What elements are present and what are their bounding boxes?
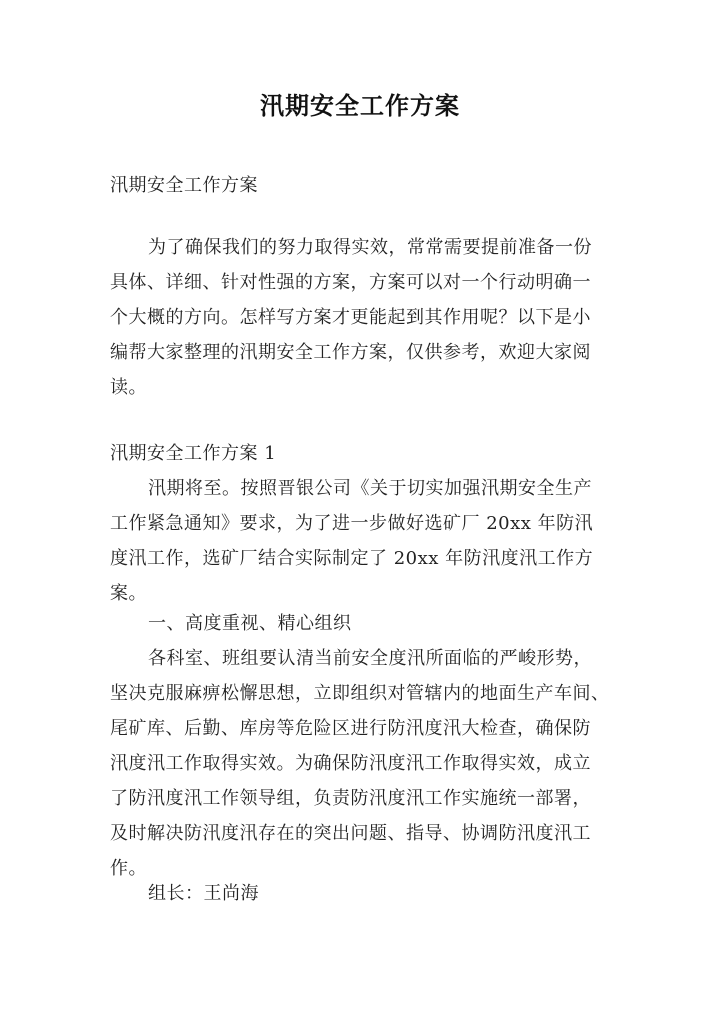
intro-line: 编帮大家整理的汛期安全工作方案，仅供参考，欢迎大家阅 bbox=[110, 342, 591, 363]
paragraph-line: 作。 bbox=[110, 858, 147, 879]
item-1-heading bbox=[110, 606, 622, 641]
paragraph-line: 汛度汛工作取得实效。为确保防汛度汛工作取得实效，成立 bbox=[110, 753, 591, 774]
leader-line bbox=[110, 876, 622, 911]
leader-text: 组长：王尚海 bbox=[148, 883, 259, 904]
section-heading bbox=[110, 436, 622, 471]
paragraph-1 bbox=[110, 471, 622, 611]
document-title: 汛期安全工作方案 bbox=[260, 91, 460, 120]
paragraph-line: 工作紧急通知》要求，为了进一步做好选矿厂 20xx 年防汛 bbox=[110, 513, 594, 534]
paragraph-line: 坚决克服麻痹松懈思想，立即组织对管辖内的地面生产车间、 bbox=[110, 683, 610, 704]
item-heading-text: 一、高度重视、精心组织 bbox=[148, 613, 352, 634]
paragraph-line: 尾矿库、后勤、库房等危险区进行防汛度汛大检查，确保防 bbox=[110, 718, 591, 739]
paragraph-line: 了防汛度汛工作领导组，负责防汛度汛工作实施统一部署， bbox=[110, 788, 591, 809]
paragraph-line: 汛期将至。按照晋银公司《关于切实加强汛期安全生产 bbox=[148, 478, 592, 499]
intro-paragraph bbox=[110, 230, 622, 405]
paragraph-line: 案。 bbox=[110, 583, 147, 604]
subtitle-text: 汛期安全工作方案 bbox=[110, 175, 258, 196]
document-subtitle bbox=[110, 168, 622, 203]
intro-line: 读。 bbox=[110, 377, 147, 398]
section-heading-text: 汛期安全工作方案 1 bbox=[110, 443, 277, 464]
paragraph-line: 及时解决防汛度汛存在的突出问题、指导、协调防汛度汛工 bbox=[110, 823, 591, 844]
paragraph-line: 度汛工作，选矿厂结合实际制定了 20xx 年防汛度汛工作方 bbox=[110, 548, 594, 569]
paragraph-line: 各科室、班组要认清当前安全度汛所面临的严峻形势， bbox=[148, 648, 592, 669]
paragraph-2 bbox=[110, 641, 622, 886]
intro-line: 具体、详细、针对性强的方案，方案可以对一个行动明确一 bbox=[110, 272, 591, 293]
intro-line: 个大概的方向。怎样写方案才更能起到其作用呢？以下是小 bbox=[110, 307, 591, 328]
intro-line: 为了确保我们的努力取得实效，常常需要提前准备一份 bbox=[148, 237, 592, 258]
